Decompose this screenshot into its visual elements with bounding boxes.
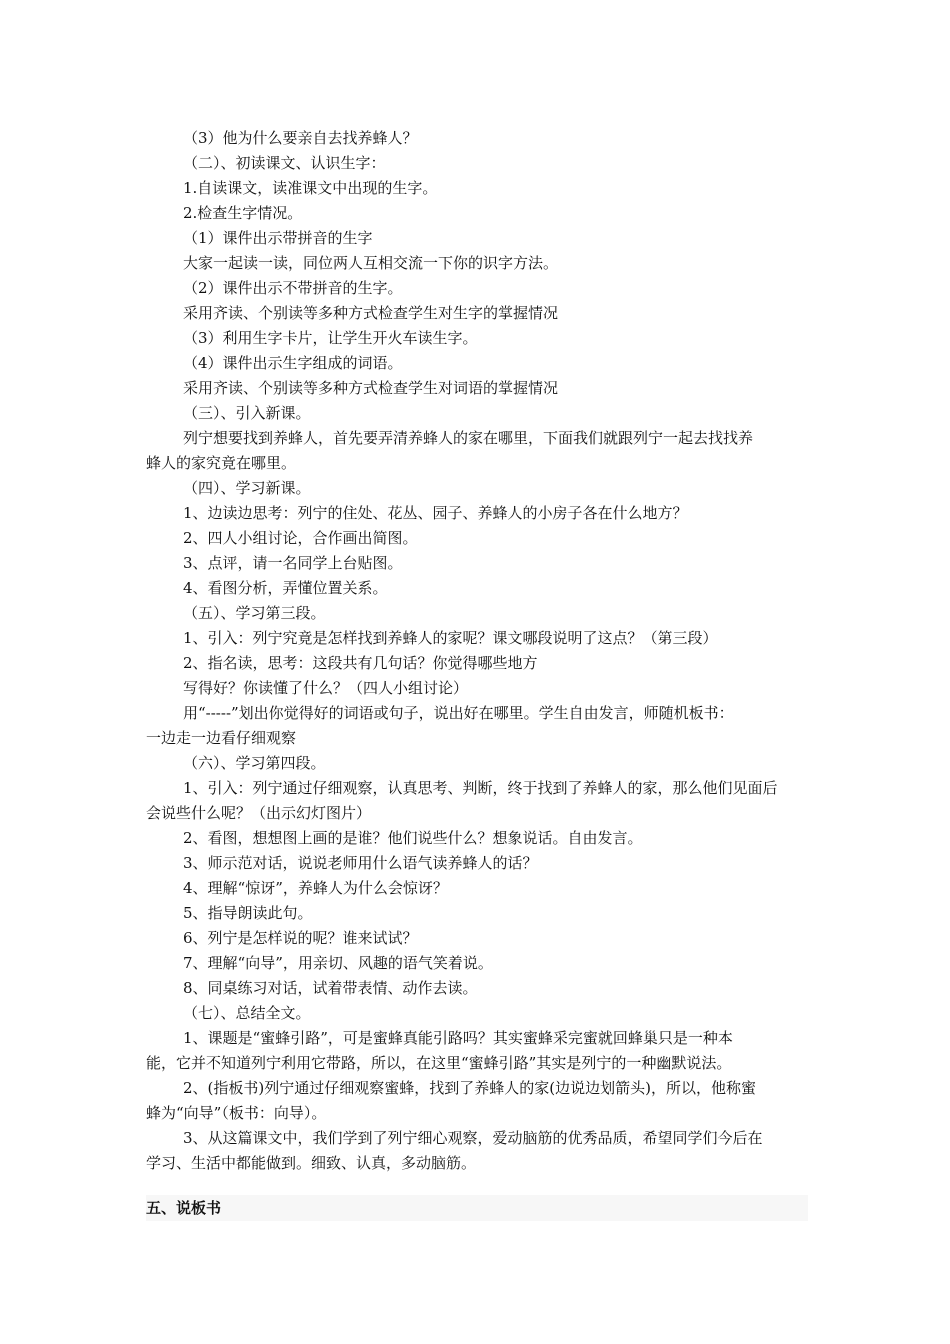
text-line: 蜂人的家究竟在哪里。 [146, 454, 297, 472]
text-line: 大家一起读一读，同位两人互相交流一下你的识字方法。 [183, 254, 559, 272]
text-line: （七）、总结全文。 [183, 1004, 311, 1022]
text-line: （二）、初读课文、认识生字： [183, 154, 386, 172]
text-line: 一边走一边看仔细观察 [146, 729, 297, 747]
text-line: （四）、学习新课。 [183, 479, 311, 497]
text-line: 2、看图，想想图上画的是谁？他们说些什么？想象说话。自由发言。 [183, 829, 643, 847]
section-heading: 五、说板书 [146, 1199, 222, 1217]
text-line: 4、看图分析，弄懂位置关系。 [183, 579, 388, 597]
text-line: 1.自读课文，读准课文中出现的生字。 [183, 179, 438, 197]
text-line: 采用齐读、个别读等多种方式检查学生对词语的掌握情况 [183, 379, 559, 397]
text-line: 列宁想要找到养蜂人，首先要弄清养蜂人的家在哪里，下面我们就跟列宁一起去找找养 [183, 429, 754, 447]
text-line: 3、从这篇课文中，我们学到了列宁细心观察，爱动脑筋的优秀品质，希望同学们今后在 [183, 1129, 763, 1147]
text-line: 4、理解“惊讶”，养蜂人为什么会惊讶？ [183, 879, 448, 897]
text-line: 5、指导朗读此句。 [183, 904, 313, 922]
text-line: 会说些什么呢？（出示幻灯图片） [146, 804, 372, 822]
text-line: （3）利用生字卡片，让学生开火车读生字。 [183, 329, 478, 347]
text-line: （3）他为什么要亲自去找养蜂人？ [183, 129, 418, 147]
text-line: 能，它并不知道列宁利用它带路，所以，在这里“蜜蜂引路”其实是列宁的一种幽默说法。 [146, 1054, 732, 1072]
text-line: 1、引入：列宁通过仔细观察，认真思考、判断，终于找到了养蜂人的家，那么他们见面后 [183, 779, 778, 797]
text-line: 2、四人小组讨论，合作画出简图。 [183, 529, 418, 547]
text-line: （三）、引入新课。 [183, 404, 311, 422]
text-line: 3、点评，请一名同学上台贴图。 [183, 554, 403, 572]
text-line: 3、师示范对话，说说老师用什么语气读养蜂人的话？ [183, 854, 538, 872]
text-line: （4）课件出示生字组成的词语。 [183, 354, 403, 372]
text-line: 6、列宁是怎样说的呢？谁来试试？ [183, 929, 418, 947]
text-line: 1、引入：列宁究竟是怎样找到养蜂人的家呢？课文哪段说明了这点？（第三段） [183, 629, 718, 647]
text-line: 2、(指板书)列宁通过仔细观察蜜蜂，找到了养蜂人的家(边说边划箭头)，所以，他称蜜 [183, 1079, 756, 1097]
text-line: 7、理解“向导”，用亲切、风趣的语气笑着说。 [183, 954, 493, 972]
text-line: （六）、学习第四段。 [183, 754, 326, 772]
section-heading-bar [146, 1195, 808, 1221]
text-line: 2、指名读，思考：这段共有几句话？你觉得哪些地方 [183, 654, 538, 672]
text-line: 写得好？你读懂了什么？（四人小组讨论） [183, 679, 469, 697]
text-line: 1、课题是“蜜蜂引路”，可是蜜蜂真能引路吗？其实蜜蜂采完蜜就回蜂巢只是一种本 [183, 1029, 733, 1047]
text-line: （五）、学习第三段。 [183, 604, 326, 622]
text-line: 采用齐读、个别读等多种方式检查学生对生字的掌握情况 [183, 304, 559, 322]
text-line: 蜂为“向导”（板书：向导）。 [146, 1104, 327, 1122]
text-line: 8、同桌练习对话，试着带表情、动作去读。 [183, 979, 478, 997]
text-line: 1、边读边思考：列宁的住处、花丛、园子、养蜂人的小房子各在什么地方？ [183, 504, 688, 522]
text-line: 用“-----”划出你觉得好的词语或句子，说出好在哪里。学生自由发言，师随机板书： [183, 704, 734, 722]
text-line: 2.检查生字情况。 [183, 204, 303, 222]
text-line: （1）课件出示带拼音的生字 [183, 229, 373, 247]
text-line: （2）课件出示不带拼音的生字。 [183, 279, 403, 297]
text-line: 学习、生活中都能做到。细致、认真，多动脑筋。 [146, 1154, 477, 1172]
